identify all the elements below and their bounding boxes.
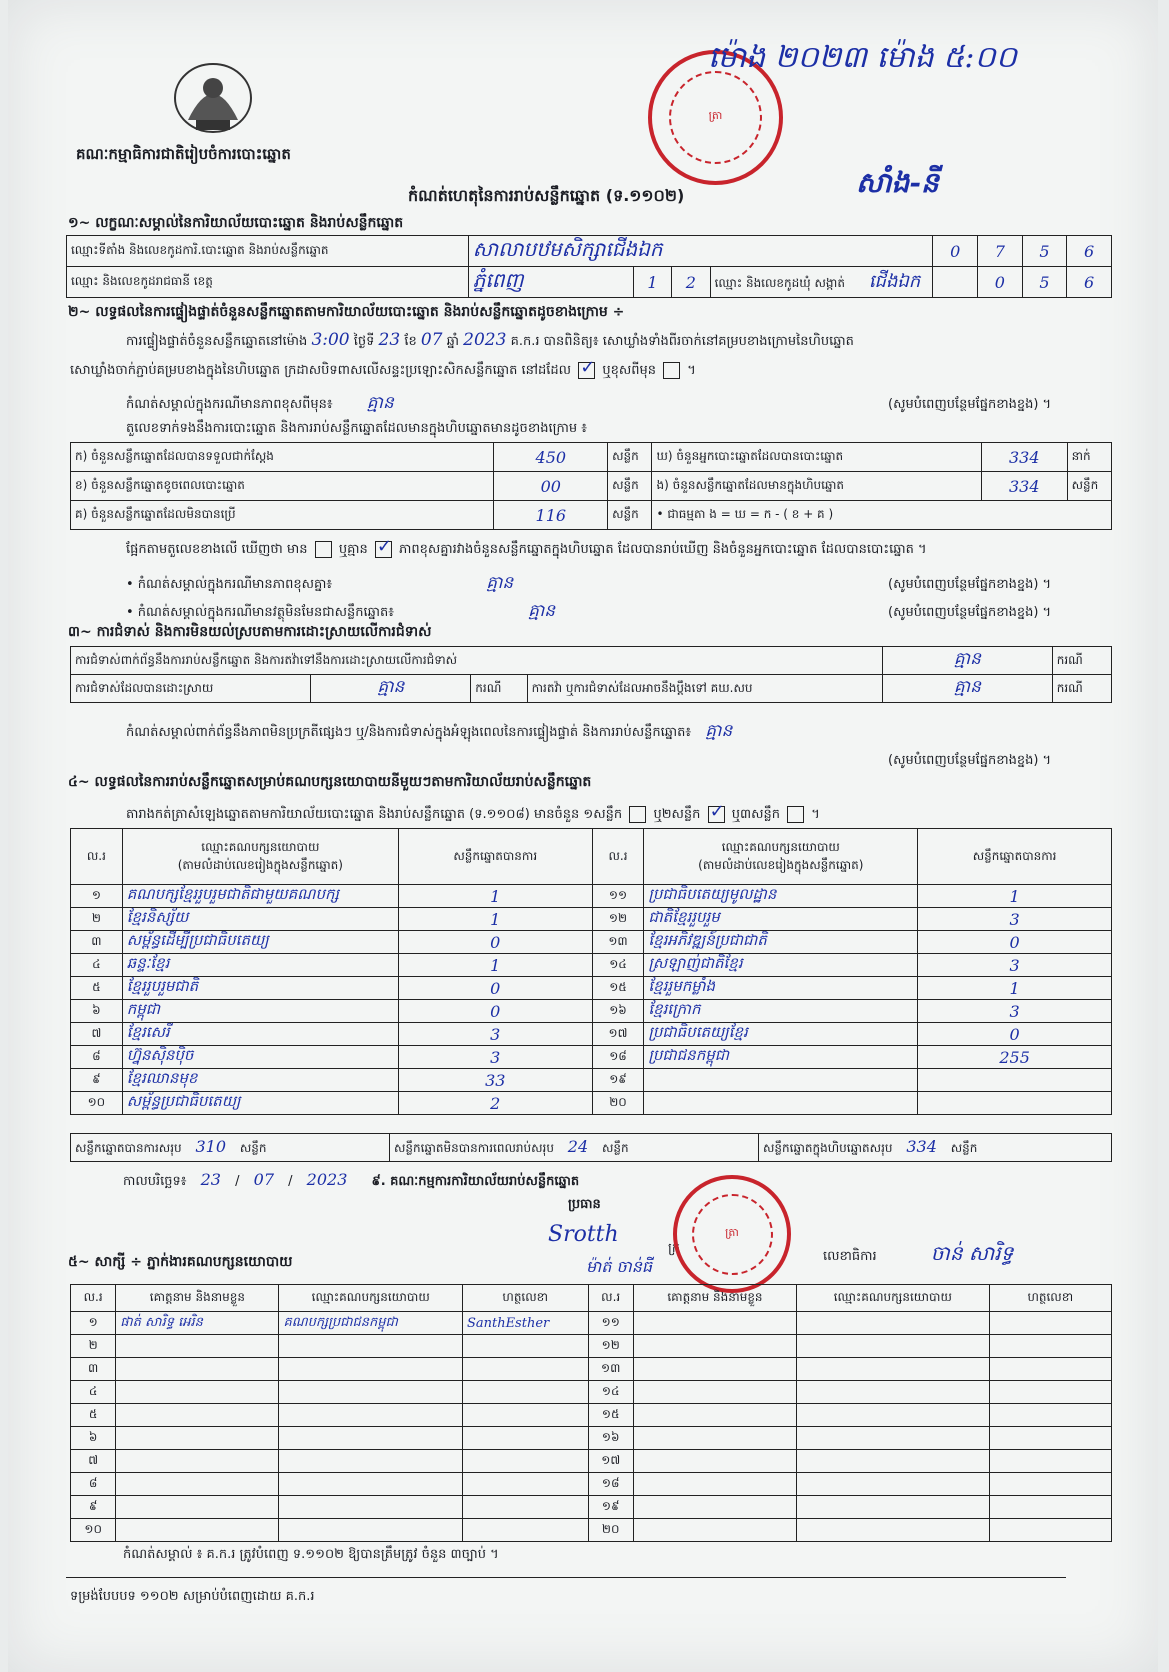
- row-number: ១២: [592, 908, 644, 931]
- party-name: [644, 1069, 918, 1092]
- row-number: ៨: [71, 1046, 123, 1069]
- secretary-line: លេខាធិការ ចាន់ សារិទ្ធ: [823, 1241, 1014, 1265]
- vote-count: 0: [918, 931, 1112, 954]
- difference-line: ផ្អែកតាមតួលេខខាងលើ ឃើញថា មាន ឬគ្មាន ✓ ភាពខុសគ្នារវាងចំនួនសន្លឹកឆ្នោតក្នុងហិបឆ្នោត ដែលបានរាប់ឃើញ និងចំនួនអ្នកបោះឆ្នោត ដែលបានបោះឆ្នោត ។: [126, 541, 927, 560]
- witness-name[interactable]: [633, 1519, 796, 1542]
- row-number: ១៤: [592, 954, 644, 977]
- party-name: សម្ព័ន្ធប្រជាធិបតេយ្យ: [122, 1092, 398, 1115]
- vote-count: [918, 1069, 1112, 1092]
- vote-row: [71, 885, 1112, 908]
- form-footer: ទម្រង់បែបបទ ១១០២ សម្រាប់បំពេញដោយ គ.ក.រ: [70, 1589, 315, 1604]
- witness-party: [279, 1358, 462, 1381]
- row-number: ១៩: [592, 1069, 644, 1092]
- party-col-header-left: ឈ្មោះគណបក្សនយោបាយ (តាមលំដាប់លេខរៀងក្នុងសន្លឹកឆ្នោត): [122, 829, 398, 885]
- party-name: ប្រជាជនកម្ពុជា: [644, 1046, 918, 1069]
- row-number: ១០: [71, 1519, 116, 1542]
- party-name: ខ្មែររួមកម្លាំង: [644, 977, 918, 1000]
- appeal-value: គ្មាន: [883, 675, 1053, 703]
- witness-signature: [462, 1450, 588, 1473]
- witness-signature: [462, 1473, 588, 1496]
- party-name: ប្រជាធិបតេយ្យមូលដ្ឋាន: [644, 885, 918, 908]
- witness-name[interactable]: [633, 1404, 796, 1427]
- province-code-2: 2: [672, 267, 710, 298]
- vote-count: 1: [398, 954, 592, 977]
- verification-day: 23: [378, 330, 401, 350]
- witness-party: [279, 1404, 462, 1427]
- witness-signature[interactable]: [989, 1450, 1111, 1473]
- official-stamp-top: ត្រា: [648, 50, 783, 185]
- row-number: ១២: [588, 1335, 633, 1358]
- vote-count: 3: [398, 1046, 592, 1069]
- witness-party[interactable]: [797, 1358, 990, 1381]
- party-name: ឆន្ទៈខ្មែរ: [122, 954, 398, 977]
- witness-name: [116, 1404, 279, 1427]
- row-number: ៣: [71, 1358, 116, 1381]
- row-number: ៣: [71, 931, 123, 954]
- vote-count: 0: [918, 1023, 1112, 1046]
- row-number: ៧: [71, 1450, 116, 1473]
- vote-row: [71, 1069, 1112, 1092]
- vote-count: 1: [398, 908, 592, 931]
- ballot-figures-table: ក) ចំនួនសន្លឹកឆ្នោតដែលបានទទួលជាក់ស្តែង 450 សន្លឹក ឃ) ចំនួនអ្នកបោះឆ្នោតដែលបានបោះឆ្នោត 334 នាក់ ខ) ចំនួនសន្លឹកឆ្នោតខូចពេលបោះឆ្នោត 00 សន្លឹក ង) ចំនួនសន្លឹកឆ្នោតដែលមានក្នុងហិបឆ្នោត 334 សន្លឹក គ) ចំនួនសន្លឹកឆ្នោតដែលមិនបានប្រើ 116 សន្លឹក • ជាធម្មតា ង = ឃ = ក - ( ខ + គ ): [70, 442, 1112, 530]
- witness-name: [116, 1358, 279, 1381]
- commune-label: ឈ្មោះ និងលេខកូដឃុំ សង្កាត់: [714, 275, 845, 290]
- commune-block: [710, 267, 933, 298]
- witness-signature: [462, 1404, 588, 1427]
- commune-code-1: 0: [978, 267, 1023, 298]
- location-code-1: 0: [933, 236, 978, 267]
- row-number: ៨: [71, 1473, 116, 1496]
- row-number: ២០: [592, 1092, 644, 1115]
- row-kha-label: ខ) ចំនួនសន្លឹកឆ្នោតខូចពេលបោះឆ្នោត: [71, 472, 494, 501]
- row-number: ១១: [588, 1312, 633, 1335]
- row-number: ១៣: [592, 931, 644, 954]
- objection-row1-label: ការជំទាស់ពាក់ព័ន្ធនឹងការរាប់សន្លឹកឆ្នោត និងការតវ៉ាទៅនឹងការដោះស្រាយលើការជំទាស់: [71, 647, 883, 675]
- section4-title: ៤~ លទ្ធផលនៃការរាប់សន្លឹកឆ្នោតសម្រាប់គណបក្សនយោបាយនីមួយៗតាមការិយាល័យរាប់សន្លឹកឆ្នោត: [68, 774, 592, 790]
- row-number: ១៦: [592, 1000, 644, 1023]
- witness-name: [116, 1519, 279, 1542]
- row-number: ២០: [588, 1519, 633, 1542]
- witness-name[interactable]: [633, 1335, 796, 1358]
- party-name: ជាតិខ្មែររួបរួម: [644, 908, 918, 931]
- handwritten-header-note: ម៉ោង ២០២៣ ម៉ោង ៥:០០: [708, 40, 1017, 75]
- box-total: សន្លឹកឆ្នោតក្នុងហិបឆ្នោតសរុប 334 សន្លឹក: [759, 1134, 1112, 1162]
- party-name: គណបក្សខ្មែររួបរួមជាតិជាមួយគណបក្ស: [122, 885, 398, 908]
- location-label: ឈ្មោះទីតាំង និងលេខកូដការិ.បោះឆ្នោត និងរាប់សន្លឹកឆ្នោត: [67, 236, 469, 267]
- fill-note-4: (សូមបំពេញបន្ថែមផ្នែកខាងខ្នង) ។: [888, 753, 1052, 768]
- witness-party: [279, 1335, 462, 1358]
- commune-code-2: 5: [1022, 267, 1067, 298]
- vote-count: 3: [398, 1023, 592, 1046]
- vote-count: 0: [398, 931, 592, 954]
- resolved-value: គ្មាន: [311, 675, 471, 703]
- vote-count: 33: [398, 1069, 592, 1092]
- witness-signature[interactable]: [989, 1496, 1111, 1519]
- change-note-line: កំណត់សម្គាល់ក្នុងករណីមានភាពខុសពីមុន៖ គ្មាន: [126, 393, 394, 413]
- witness-name: [116, 1335, 279, 1358]
- location-code-3: 5: [1022, 236, 1067, 267]
- vote-row: [71, 1046, 1112, 1069]
- row-number: ១៨: [592, 1046, 644, 1069]
- row-number: ១០: [71, 1092, 123, 1115]
- row-number: ៤: [71, 954, 123, 977]
- vote-count: [918, 1092, 1112, 1115]
- row-ko-value: 116: [494, 501, 608, 530]
- row-number: ១៧: [588, 1450, 633, 1473]
- row-number: ១: [71, 885, 123, 908]
- witness-row: [71, 1381, 1112, 1404]
- witness-signature: [462, 1335, 588, 1358]
- vote-count: 3: [918, 954, 1112, 977]
- party-name: ខ្មែររួបរួមជាតិ: [122, 977, 398, 1000]
- row-number: ១៨: [588, 1473, 633, 1496]
- witness-name: [116, 1450, 279, 1473]
- verification-month: 07: [420, 330, 443, 350]
- section1-table: [66, 235, 1112, 298]
- party-name: ប្រជាធិបតេយ្យខ្មែរ: [644, 1023, 918, 1046]
- appeal-label: ការតវ៉ា ឬការជំទាស់ដែលអាចនឹងប្តឹងទៅ គឃ.សប: [527, 675, 882, 703]
- row-number: ១៥: [588, 1404, 633, 1427]
- votes-table: ល.រ ឈ្មោះគណបក្សនយោបាយ (តាមលំដាប់លេខរៀងក្នុងសន្លឹកឆ្នោត) សន្លឹកឆ្នោតបានការ ល.រ ឈ្មោះគណបក្សនយោបាយ (តាមលំដាប់លេខរៀងក្នុងសន្លឹកឆ្នោត) សន្លឹកឆ្នោតបានការ ១ គណបក្សខ្មែររួបរួមជាតិជាមួយគណបក្ស 1 ១១ ប្រជាធិបតេយ្យមូលដ្ឋាន 1 ២ ខ្មែរនិស្ស័យ 1 ១២ ជាតិខ្មែររួបរួម 3 ៣ សម្ព័ន្ធដើម្បីប្រជាធិបតេយ្យ 0 ១៣ ខ្មែរអភិវឌ្ឍន៍ប្រជាជាតិ 0 ៤ ឆន្ទៈខ្មែរ 1 ១៤ ស្រឡាញ់ជាតិខ្មែរ 3 ៥ ខ្មែររួបរួមជាតិ 0 ១៥ ខ្មែររួមកម្លាំង 1 ៦ កម្ពុជា 0 ១៦ ខ្មែរក្រោក 3 ៧ ខ្មែរសេរី 3 ១៧ ប្រជាធិបតេយ្យខ្មែរ 0 ៨ ហ្វ៊ុនស៊ិនប៉ិច 3 ១៨ ប្រជាជនកម្ពុជា 255 ៩ ខ្មែរឈានមុខ 33 ១៩ ១០ សម្ព័ន្ធប្រជាធិបតេយ្យ 2 ២០: [70, 828, 1112, 1115]
- witness-party: [279, 1450, 462, 1473]
- party-name: ស្រឡាញ់ជាតិខ្មែរ: [644, 954, 918, 977]
- difference-no-checkbox[interactable]: [375, 541, 392, 558]
- vote-row: [71, 1000, 1112, 1023]
- row-number: ២: [71, 1335, 116, 1358]
- vote-count: 255: [918, 1046, 1112, 1069]
- chief-signature: Srotth: [548, 1222, 619, 1247]
- irregularity-note: កំណត់សម្គាល់ពាក់ព័ន្ធនឹងភាពមិនប្រក្រតីផ្សេងៗ ឬ/និងការជំទាស់ក្នុងអំឡុងពេលនៃការផ្ទៀងផ្ទាត់ និងការរាប់សន្លឹកឆ្នោត៖ គ្មាន: [126, 721, 733, 741]
- witness-row: [71, 1335, 1112, 1358]
- witness-row: [71, 1358, 1112, 1381]
- row-kho-label: ឃ) ចំនួនអ្នកបោះឆ្នោតដែលបានបោះឆ្នោត: [652, 443, 981, 472]
- sheet-count-line: តារាងកត់ត្រាសំឡេងឆ្នោតតាមការិយាល័យបោះឆ្នោត និងរាប់សន្លឹកឆ្នោត (ទ.១១០៨) មានចំនួន ១សន្លឹក ឬ២សន្លឹក ✓ ឬ៣សន្លឹក ។: [126, 806, 820, 825]
- party-name: ខ្មែរសេរី: [122, 1023, 398, 1046]
- objection-table: ការជំទាស់ពាក់ព័ន្ធនឹងការរាប់សន្លឹកឆ្នោត និងការតវ៉ាទៅនឹងការដោះស្រាយលើការជំទាស់ គ្មាន ករណី ការជំទាស់ដែលបានដោះស្រាយ គ្មាន ករណី ការតវ៉ា ឬការជំទាស់ដែលអាចនឹងប្តឹងទៅ គឃ.សប គ្មាន ករណី: [70, 646, 1112, 703]
- province-value: ភ្នំពេញ: [468, 267, 633, 298]
- valid-total: សន្លឹកឆ្នោតបានការសរុប 310 សន្លឹក: [71, 1134, 390, 1162]
- change-note-value: គ្មាន: [366, 393, 394, 413]
- vote-row: [71, 954, 1112, 977]
- vote-count: 1: [918, 977, 1112, 1000]
- province-code-1: 1: [633, 267, 671, 298]
- witness-signature: SanthEsther: [462, 1312, 588, 1335]
- witness-name[interactable]: [633, 1381, 796, 1404]
- location-code-4: 6: [1067, 236, 1112, 267]
- witness-party: [279, 1381, 462, 1404]
- official-stamp-bottom: ត្រា: [673, 1175, 791, 1293]
- location-value: សាលាបឋមសិក្សាជើងឯក: [468, 236, 933, 267]
- verification-line: ការផ្ទៀងផ្ទាត់ចំនួនសន្លឹកឆ្នោតនៅម៉ោង 3:00 ថ្ងៃទី 23 ខែ 07 ឆ្នាំ 2023 គ.ក.រ បានពិនិត្យ៖ សោឃ្លាំងទាំងពីរចាក់នៅគម្របខាងក្រោមនៃហិបឆ្នោត: [126, 330, 854, 350]
- witness-signature[interactable]: [989, 1404, 1111, 1427]
- witness-party[interactable]: [797, 1519, 990, 1542]
- verification-year: 2023: [463, 330, 507, 350]
- witness-name: ផាត់ សារិទ្ធ អេរិន: [116, 1312, 279, 1335]
- witness-signature: [462, 1358, 588, 1381]
- witness-signature[interactable]: [989, 1335, 1111, 1358]
- row-number: ៩: [71, 1069, 123, 1092]
- vote-count: 1: [918, 885, 1112, 908]
- row-number: ១៣: [588, 1358, 633, 1381]
- seal-status-line: សោឃ្លាំងចាក់ភ្ជាប់គម្របខាងក្នុងនៃហិបឆ្នោត ក្រដាសបិទពាសលើសន្ទះប្រឡោះសិកសន្លឹកឆ្នោត នៅដដែល ✓ ឬខុសពីមុន ។: [70, 362, 696, 381]
- three-sheet-checkbox[interactable]: [787, 806, 804, 823]
- chief-short: ក្រ: [668, 1241, 681, 1256]
- witness-party[interactable]: [797, 1427, 990, 1450]
- row-kha-value: 00: [494, 472, 608, 501]
- invalid-total: សន្លឹកឆ្នោតមិនបានការពេលរាប់សរុប 24 សន្លឹក: [390, 1134, 759, 1162]
- witness-signature: [462, 1519, 588, 1542]
- row-number: ១៥: [592, 977, 644, 1000]
- witness-row: [71, 1519, 1112, 1542]
- row-number: ១: [71, 1312, 116, 1335]
- row-number: ១៧: [592, 1023, 644, 1046]
- party-name: ខ្មែរអភិវឌ្ឍន៍ប្រជាជាតិ: [644, 931, 918, 954]
- party-name: កម្ពុជា: [122, 1000, 398, 1023]
- witness-row: [71, 1312, 1112, 1335]
- witness-row: [71, 1473, 1112, 1496]
- vote-row: [71, 1092, 1112, 1115]
- section5-title: ៥~ សាក្សី ÷ ភ្នាក់ងារគណបក្សនយោបាយ: [68, 1254, 293, 1270]
- witness-name[interactable]: [633, 1450, 796, 1473]
- vote-count: 3: [918, 1000, 1112, 1023]
- vote-row: [71, 1023, 1112, 1046]
- witness-party[interactable]: [797, 1496, 990, 1519]
- row-number: ១៦: [588, 1427, 633, 1450]
- emblem-logo: [168, 58, 258, 138]
- changed-checkbox[interactable]: [663, 362, 680, 379]
- witness-signature[interactable]: [989, 1519, 1111, 1542]
- party-name: ខ្មែរឈានមុខ: [122, 1069, 398, 1092]
- vote-count: 1: [398, 885, 592, 908]
- witness-name: [116, 1473, 279, 1496]
- row-number: ៤: [71, 1381, 116, 1404]
- vote-row: [71, 977, 1112, 1000]
- row-number: ១៤: [588, 1381, 633, 1404]
- witness-name[interactable]: [633, 1473, 796, 1496]
- chief-name: ម៉ាត់ ចាន់ធី: [586, 1257, 653, 1276]
- form-paper: [8, 0, 1158, 1672]
- witness-party[interactable]: [797, 1404, 990, 1427]
- formula: • ជាធម្មតា ង = ឃ = ក - ( ខ + គ ): [652, 501, 1112, 530]
- row-number: ១៩: [588, 1496, 633, 1519]
- witness-name[interactable]: [633, 1312, 796, 1335]
- party-name: [644, 1092, 918, 1115]
- section3-title: ៣~ ការជំទាស់ និងការមិនយល់ស្របតាមការដោះស្រាយលើការជំទាស់: [68, 624, 432, 640]
- witness-signature: [462, 1381, 588, 1404]
- row-number: ៦: [71, 1000, 123, 1023]
- witness-party: [279, 1496, 462, 1519]
- witness-table: ល.រ គោត្តនាម និងនាមខ្លួន ឈ្មោះគណបក្សនយោបាយ ហត្ថលេខា ល.រ គោត្តនាម និងនាមខ្លួន ឈ្មោះគណបក្សនយោបាយ ហត្ថលេខា ១ ផាត់ សារិទ្ធ អេរិន គណបក្សប្រជាជនកម្ពុជា SanthEsther ១១ ២ ១២ ៣ ១៣ ៤ ១៤ ៥ ១៥ ៦ ១៦ ៧ ១៧ ៨ ១៨ ៩ ១៩ ១០ ២០: [70, 1284, 1112, 1542]
- resolved-label: ការជំទាស់ដែលបានដោះស្រាយ: [71, 675, 311, 703]
- row-ka-value: 450: [494, 443, 608, 472]
- witness-name: [116, 1381, 279, 1404]
- witness-party[interactable]: [797, 1312, 990, 1335]
- one-sheet-checkbox[interactable]: [629, 806, 646, 823]
- other-object-note: • កំណត់សម្គាល់ក្នុងករណីមានវត្ថុមិនមែនជាសន្លឹកឆ្នោត៖ គ្មាន: [126, 601, 556, 621]
- vote-summary-table: [70, 1133, 1112, 1162]
- province-label: ឈ្មោះ និងលេខកូដរាជធានី ខេត្ត: [67, 267, 469, 298]
- vote-row: [71, 908, 1112, 931]
- witness-party[interactable]: [797, 1381, 990, 1404]
- form-title: កំណត់ហេតុនៃការរាប់សន្លឹកឆ្នោត (ទ.១១០២): [408, 186, 685, 205]
- commune-code-3: 6: [1067, 267, 1112, 298]
- row-number: ២: [71, 908, 123, 931]
- difference-note: • កំណត់សម្គាល់ក្នុងករណីមានភាពខុសគ្នា៖ គ្មាន: [126, 573, 514, 593]
- witness-row: [71, 1427, 1112, 1450]
- witness-name: [116, 1496, 279, 1519]
- witness-party[interactable]: [797, 1473, 990, 1496]
- verification-time: 3:00: [311, 330, 350, 350]
- party-name: ហ្វ៊ុនស៊ិនប៉ិច: [122, 1046, 398, 1069]
- party-name: ខ្មែរក្រោក: [644, 1000, 918, 1023]
- difference-yes-checkbox[interactable]: [315, 541, 332, 558]
- row-kho-value: 334: [981, 443, 1067, 472]
- witness-party[interactable]: [797, 1335, 990, 1358]
- witness-party: [279, 1473, 462, 1496]
- section1-title: ១~ លក្ខណៈសម្គាល់នៃការិយាល័យបោះឆ្នោត និងរាប់សន្លឹកឆ្នោត: [68, 215, 404, 231]
- vote-count: 3: [918, 908, 1112, 931]
- fill-note-3: (សូមបំពេញបន្ថែមផ្នែកខាងខ្នង) ។: [888, 605, 1052, 620]
- row-ngo-label: ង) ចំនួនសន្លឹកឆ្នោតដែលមានក្នុងហិបឆ្នោត: [652, 472, 981, 501]
- commission-name: គណៈកម្មាធិការជាតិរៀបចំការបោះឆ្នោត: [76, 145, 291, 163]
- row-number: ៦: [71, 1427, 116, 1450]
- vote-count: 0: [398, 977, 592, 1000]
- witness-signature[interactable]: [989, 1427, 1111, 1450]
- commune-value: ជើងឯក: [868, 270, 921, 292]
- witness-signature[interactable]: [989, 1358, 1111, 1381]
- fill-note-1: (សូមបំពេញបន្ថែមផ្នែកខាងខ្នង) ។: [888, 397, 1052, 412]
- witness-party[interactable]: [797, 1450, 990, 1473]
- row-ka-label: ក) ចំនួនសន្លឹកឆ្នោតដែលបានទទួលជាក់ស្តែង: [71, 443, 494, 472]
- witness-signature[interactable]: [989, 1473, 1111, 1496]
- fill-note-2: (សូមបំពេញបន្ថែមផ្នែកខាងខ្នង) ។: [888, 577, 1052, 592]
- two-sheet-checkbox[interactable]: [708, 806, 725, 823]
- row-number: ៩: [71, 1496, 116, 1519]
- witness-name[interactable]: [633, 1496, 796, 1519]
- vote-count: 0: [398, 1000, 592, 1023]
- footnote: កំណត់សម្គាល់ ៖ គ.ក.រ ត្រូវបំពេញ ទ.១១០២ ឱ្យបានត្រឹមត្រូវ ចំនួន ៣ច្បាប់ ។: [123, 1547, 499, 1562]
- witness-row: [71, 1404, 1112, 1427]
- party-name: សម្ព័ន្ធដើម្បីប្រជាធិបតេយ្យ: [122, 931, 398, 954]
- figures-intro: តួលេខទាក់ទងនឹងការបោះឆ្នោត និងការរាប់សន្លឹកឆ្នោតដែលមានក្នុងហិបឆ្នោតមានដូចខាងក្រោម ៖: [126, 421, 587, 436]
- vote-count: 2: [398, 1092, 592, 1115]
- unchanged-checkbox[interactable]: [578, 362, 595, 379]
- witness-name[interactable]: [633, 1427, 796, 1450]
- witness-name: [116, 1427, 279, 1450]
- chief-label: ប្រធាន: [568, 1197, 601, 1212]
- witness-party: [279, 1427, 462, 1450]
- witness-signature: [462, 1496, 588, 1519]
- row-number: ៧: [71, 1023, 123, 1046]
- vote-row: [71, 931, 1112, 954]
- party-name: ខ្មែរនិស្ស័យ: [122, 908, 398, 931]
- row-number: ១១: [592, 885, 644, 908]
- party-col-header-right: ឈ្មោះគណបក្សនយោបាយ (តាមលំដាប់លេខរៀងក្នុងសន្លឹកឆ្នោត): [644, 829, 918, 885]
- witness-signature[interactable]: [989, 1381, 1111, 1404]
- objection-row1-value: គ្មាន: [883, 647, 1053, 675]
- witness-name[interactable]: [633, 1358, 796, 1381]
- row-number: ៥: [71, 1404, 116, 1427]
- witness-row: [71, 1496, 1112, 1519]
- footer-divider: [66, 1577, 1066, 1578]
- row-number: ៥: [71, 977, 123, 1000]
- witness-party: គណបក្សប្រជាជនកម្ពុជា: [279, 1312, 462, 1335]
- handwritten-mark: សាំង-នី: [856, 166, 939, 199]
- witness-signature[interactable]: [989, 1312, 1111, 1335]
- location-code-2: 7: [978, 236, 1023, 267]
- witness-signature: [462, 1427, 588, 1450]
- row-ngo-value: 334: [981, 472, 1067, 501]
- witness-row: [71, 1450, 1112, 1473]
- date-line: កាលបរិច្ឆេទ៖ 23 / 07 / 2023 ៩. គណៈកម្មការការិយាល័យរាប់សន្លឹកឆ្នោត: [123, 1170, 580, 1189]
- section2-title: ២~ លទ្ធផលនៃការផ្ទៀងផ្ទាត់ចំនួនសន្លឹកឆ្នោតតាមការិយាល័យបោះឆ្នោត និងរាប់សន្លឹកឆ្នោតដូចខាងក្រោម ÷: [68, 304, 625, 320]
- witness-party: [279, 1519, 462, 1542]
- row-ko-label: គ) ចំនួនសន្លឹកឆ្នោតដែលមិនបានប្រើ: [71, 501, 494, 530]
